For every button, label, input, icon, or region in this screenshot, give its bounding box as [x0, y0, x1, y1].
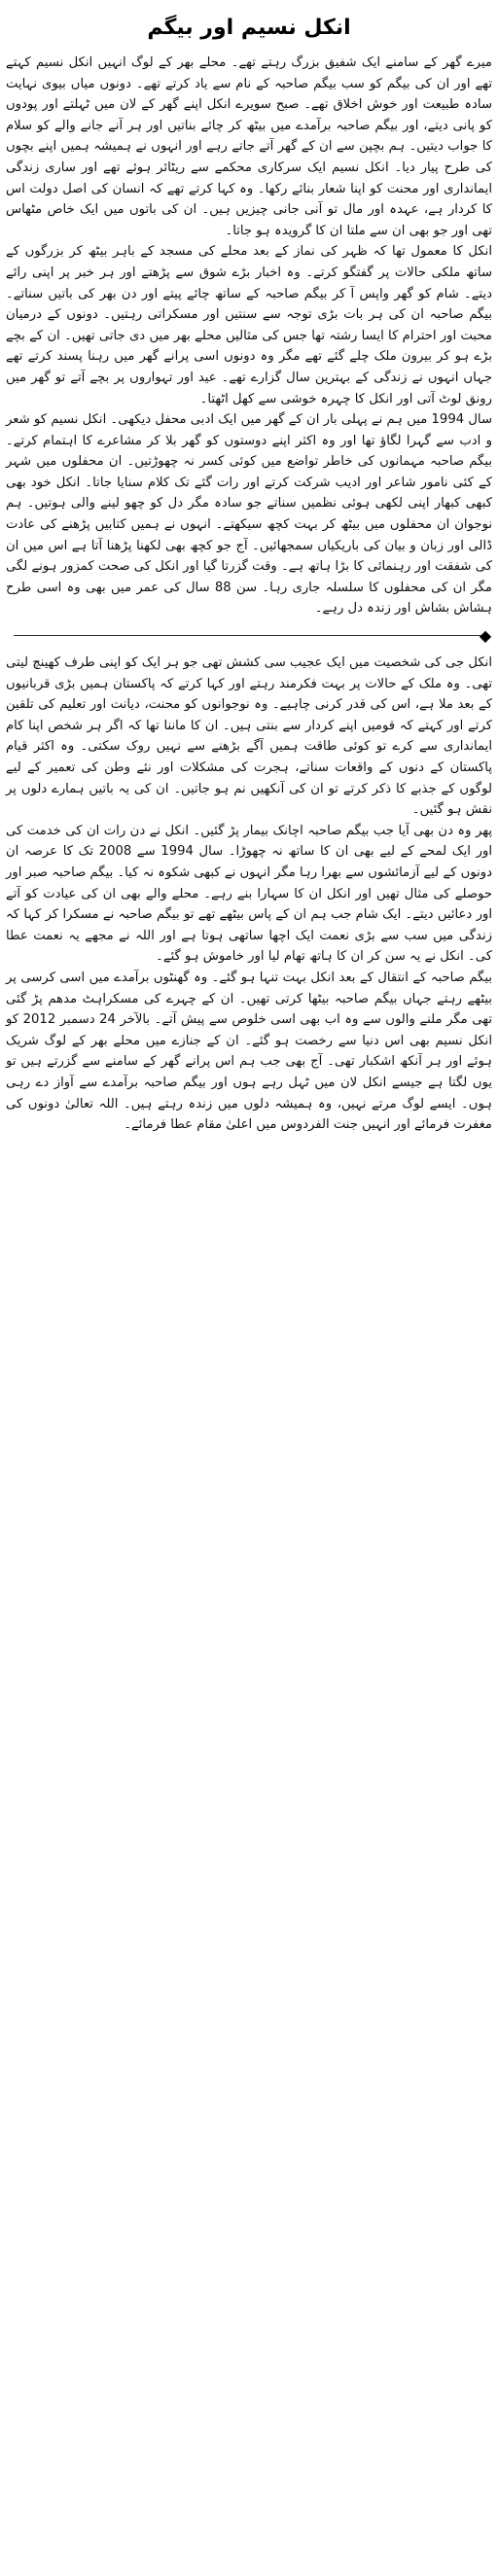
article-paragraph: سال 1994 میں ہم نے پہلی بار ان کے گھر میں ایک ادبی محفل دیکھی۔ انکل نسیم کو شعر و ادب سے گہرا لگاؤ تھا اور وہ اکثر اپنے دوستوں کو گھر بلا کر مشاعرے کا اہتمام کرتے۔ بیگم صاحبہ مہمانوں کی خاطر تواضع میں کوئی کسر نہ چھوڑتیں۔ ان محفلوں میں شہر کے کئی نامور شاعر اور ادیب شرکت کرتے اور رات گئے تک کلام سنایا جاتا۔ انکل خود بھی کبھی کبھار اپنی لکھی ہوئی نظمیں سناتے جو سادہ مگر دل کو چھو لینے والی ہوتیں۔ ہم نوجوان ان محفلوں میں بیٹھ کر بہت کچھ سیکھتے۔ انہوں نے ہمیں کتابیں پڑھنے کی عادت ڈالی اور زبان و بیان کی باریکیاں سمجھائیں۔ آج جو کچھ بھی لکھنا پڑھنا آتا ہے اس میں ان کی شفقت اور رہنمائی کا بڑا ہاتھ ہے۔ وقت گزرتا گیا اور انکل کی صحت کمزور ہونے لگی مگر ان کی محفلوں کا سلسلہ جاری رہا۔ سن 88 سال کی عمر میں بھی وہ اسی طرح ہشاش بشاش اور زندہ دل رہے۔ [6, 412, 492, 617]
article-paragraph: انکل جی کی شخصیت میں ایک عجیب سی کشش تھی جو ہر ایک کو اپنی طرف کھینچ لیتی تھی۔ وہ ملک کے حالات پر بہت فکرمند رہتے اور کہا کرتے کہ پاکستان ہمیں بڑی قربانیوں کے بعد ملا ہے، اس کی قدر کرنی چاہیے۔ وہ نوجوانوں کو محنت، دیانت اور تعلیم کی تلقین کرتے اور کہتے کہ قومیں اپنے کردار سے بنتی ہیں۔ ان کا ماننا تھا کہ اگر ہر شخص اپنا کام ایمانداری سے کرے تو کوئی طاقت ہمیں آگے بڑھنے سے نہیں روک سکتی۔ وہ اکثر قیام پاکستان کے دنوں کے واقعات سناتے، ہجرت کی مشکلات اور نئے وطن کی تعمیر کے لیے لوگوں کے جذبے کا ذکر کرتے تو ان کی آنکھیں نم ہو جاتیں۔ ان کی یہ باتیں ہمارے دلوں پر نقش ہو گئیں۔ [6, 655, 492, 818]
section-divider [6, 625, 492, 647]
article-paragraph: انکل کا معمول تھا کہ ظہر کی نماز کے بعد محلے کی مسجد کے باہر بیٹھ کر بزرگوں کے ساتھ ملکی حالات پر گفتگو کرتے۔ وہ اخبار بڑے شوق سے پڑھتے اور ہر خبر پر اپنی رائے دیتے۔ شام کو گھر واپس آ کر بیگم صاحبہ کے ساتھ چائے پیتے اور دن بھر کی باتیں سناتے۔ بیگم صاحبہ ان کی ہر بات بڑی توجہ سے سنتیں اور مسکراتی رہتیں۔ دونوں کے درمیان محبت اور احترام کا ایسا رشتہ تھا جس کی مثالیں محلے بھر میں دی جاتی تھیں۔ ان کے بچے بڑے ہو کر بیرون ملک چلے گئے تھے مگر وہ دونوں اسی پرانے گھر میں رہنا پسند کرتے تھے جہاں انہوں نے زندگی کے بہترین سال گزارے تھے۔ عید اور تہواروں پر بچے آتے تو گھر میں رونق لوٹ آتی اور انکل کا چہرہ خوشی سے کھل اٹھتا۔ [6, 244, 492, 406]
article-section-2 [6, 653, 492, 1136]
article-section-1 [6, 53, 492, 619]
article-paragraph: میرے گھر کے سامنے ایک شفیق بزرگ رہتے تھے۔ محلے بھر کے لوگ انہیں انکل نسیم کہتے تھے اور ان کی بیگم کو سب بیگم صاحبہ کے نام سے یاد کرتے تھے۔ دونوں میاں بیوی نہایت سادہ طبیعت اور خوش اخلاق تھے۔ صبح سویرے انکل اپنے گھر کے لان میں ٹہلتے اور پودوں کو پانی دیتے، اور بیگم صاحبہ برآمدے میں بیٹھ کر چائے بناتیں اور ہر آنے جانے والے کو سلام کا جواب دیتیں۔ ہم بچپن سے ان کے گھر آتے جاتے رہے اور انہوں نے ہمیشہ ہمیں اپنے بچوں کی طرح پیار دیا۔ انکل نسیم ایک سرکاری محکمے سے ریٹائر ہوئے تھے اور ساری زندگی ایمانداری اور محنت کو اپنا شعار بنائے رکھا۔ وہ کہا کرتے تھے کہ انسان کی اصل دولت اس کا کردار ہے، عہدہ اور مال تو آنی جانی چیزیں ہیں۔ ان کی باتوں میں ایک خاص مٹھاس تھی اور جو بھی ان سے ملتا ان کا گرویدہ ہو جاتا۔ [6, 55, 492, 238]
article-title: انکل نسیم اور بیگم [147, 16, 351, 40]
divider-line [14, 635, 484, 636]
article-paragraph: بیگم صاحبہ کے انتقال کے بعد انکل بہت تنہا ہو گئے۔ وہ گھنٹوں برآمدے میں اسی کرسی پر بیٹھے رہتے جہاں بیگم صاحبہ بیٹھا کرتی تھیں۔ ان کے چہرے کی مسکراہٹ مدھم پڑ گئی تھی مگر ملنے والوں سے وہ اب بھی اسی خلوص سے پیش آتے۔ بالآخر 24 دسمبر 2012 کو انکل نسیم بھی اس دنیا سے رخصت ہو گئے۔ ان کے جنازے میں محلے بھر کے لوگ شریک ہوئے اور ہر آنکھ اشکبار تھی۔ آج بھی جب ہم اس پرانے گھر کے سامنے سے گزرتے ہیں تو یوں لگتا ہے جیسے انکل لان میں ٹہل رہے ہوں اور بیگم صاحبہ برآمدے سے آواز دے رہی ہوں۔ ایسے لوگ مرتے نہیں، وہ ہمیشہ دلوں میں زندہ رہتے ہیں۔ اللہ تعالیٰ دونوں کی مغفرت فرمائے اور انہیں جنت الفردوس میں اعلیٰ مقام عطا فرمائے۔ [6, 970, 492, 1133]
article-paragraph: پھر وہ دن بھی آیا جب بیگم صاحبہ اچانک بیمار پڑ گئیں۔ انکل نے دن رات ان کی خدمت کی اور ایک لمحے کے لیے بھی ان کا ساتھ نہ چھوڑا۔ سال 1994 سے 2008 تک کا عرصہ ان دونوں کے لیے آزمائشوں سے بھرا رہا مگر انہوں نے کبھی شکوہ نہ کیا۔ بیگم صاحبہ صبر اور حوصلے کی مثال تھیں اور انکل ان کا سہارا بنے رہے۔ محلے والے بھی ان کی عیادت کو آتے اور دعائیں دیتے۔ ایک شام جب ہم ان کے پاس بیٹھے تھے تو بیگم صاحبہ نے مسکرا کر کہا کہ زندگی میں سب سے بڑی نعمت ایک اچھا ساتھی ہوتا ہے اور اللہ نے مجھے یہ نعمت عطا کی۔ انکل نے یہ سن کر ان کا ہاتھ تھام لیا اور خاموش ہو گئے۔ [6, 823, 492, 965]
divider-mark-icon: ◆ [479, 626, 492, 646]
